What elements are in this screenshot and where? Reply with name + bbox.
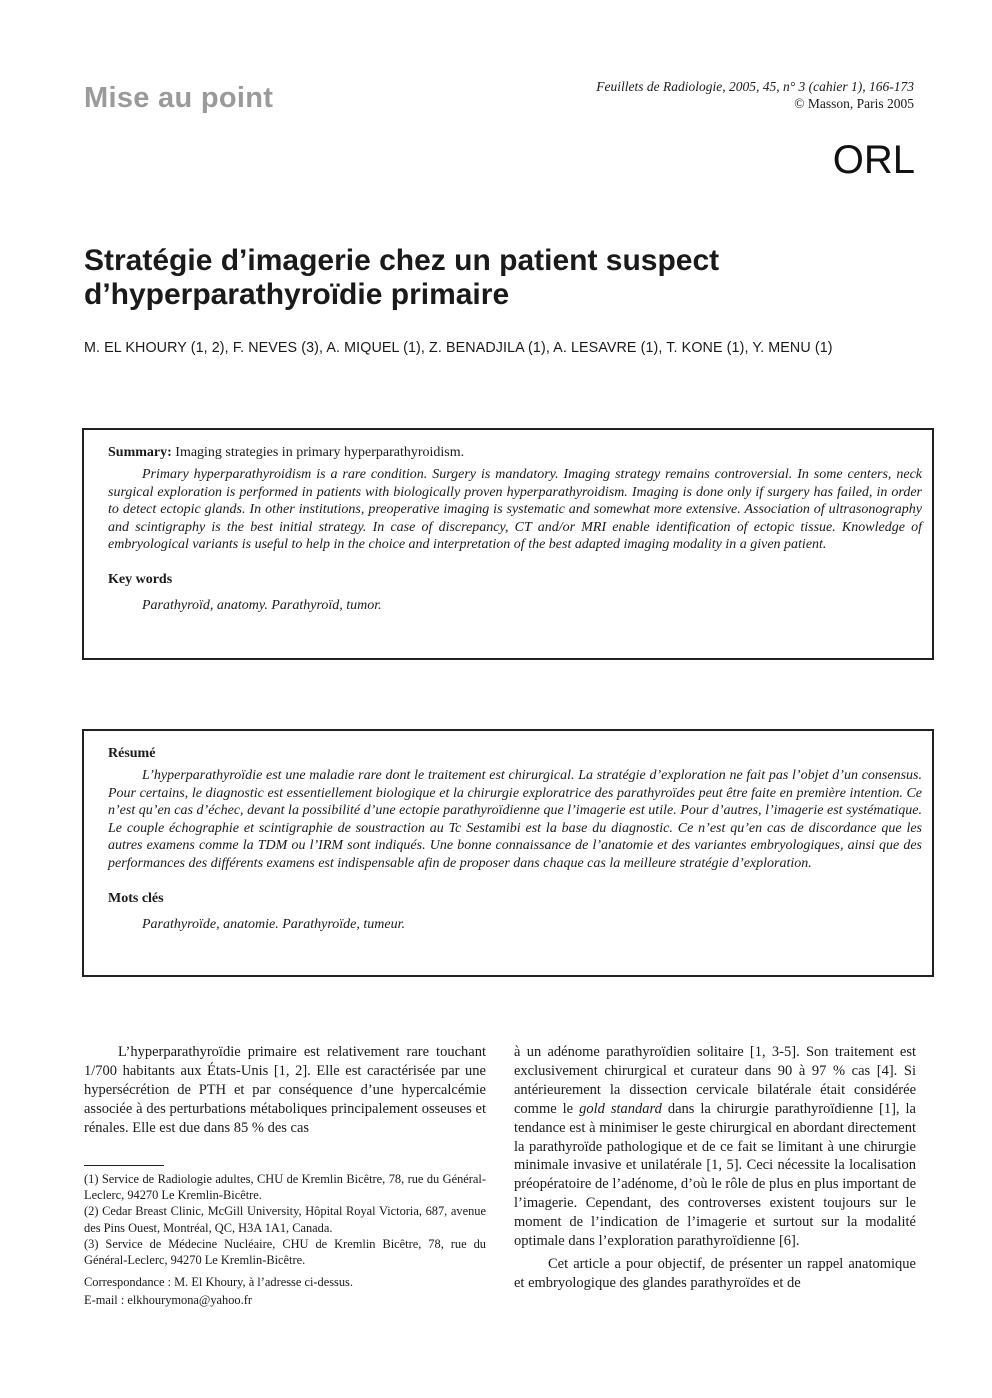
body-text-part: dans la chirurgie parathyroïdienne [1], la tendance est à minimiser le geste chirurgical en abordant directement la parathyroïde pathologique et de ce fait se limitant à une chirurgie minimale invasive et unilatérale [1, 5]. Ceci nécessite la localisation préopératoire de l’adénome, d’où le rôle de plus en plus important de l’imagerie. Cependant, des controverses existent toujours sur le moment de l’indication de l’imagerie et surtout sur la modalité optimale dans l’exploration parathyroïdienne [6]. xyxy=(514,1100,916,1250)
resume-heading xyxy=(108,745,922,763)
correspondence-block xyxy=(84,1273,486,1309)
mots-cles-text: Parathyroïde, anatomie. Parathyroïde, tumeur. xyxy=(142,916,405,932)
body-column-left xyxy=(84,1043,486,1138)
body-column-right xyxy=(514,1043,916,1293)
resume-text: L’hyperparathyroïdie est une maladie rare dont le traitement est chirurgical. La stratégie d’exploration ne fait pas l’objet d’un consensus. Pour certains, le diagnostic est essentiellement biologique et la chirurgie exploratrice des parathyroïdes peut être faite en première intention. Ce n’est qu’en cas d’échec, devant la possibilité d’une ectopie parathyroïdienne que l’imagerie est utile. Pour d’autres, l’imagerie est systématique. Le couple échographie et scintigraphie de soustraction au Tc Sestamibi est la base du diagnostic. Ce n’est qu’en cas de discordance que les autres examens comme la TDM ou l’IRM sont indiqués. Une bonne connaissance de l’anatomie et des variantes embryologiques, ainsi que des performances des différents examens est indispensable afin de proposer dans chaque cas la meilleure stratégie d’exploration. xyxy=(108,768,922,871)
body-paragraph: Cet article a pour objectif, de présenter un rappel anatomique et embryologique des glandes parathyroïdes et de xyxy=(514,1255,916,1291)
summary-subtitle: Imaging strategies in primary hyperparathyroidism. xyxy=(171,445,465,460)
resume-box xyxy=(82,729,934,977)
footnote: (2) Cedar Breast Clinic, McGill University, Hôpital Royal Victoria, 687, avenue des Pins Ouest, Montréal, QC, H3A 1A1, Canada. xyxy=(84,1204,486,1235)
summary-box xyxy=(82,428,934,660)
email-line: E-mail : elkhourymona@yahoo.fr xyxy=(84,1293,252,1307)
footnote-divider xyxy=(84,1165,164,1166)
journal-citation: Feuillets de Radiologie, 2005, 45, n° 3 (cahier 1), 166-173 xyxy=(596,79,914,94)
section-label: Mise au point xyxy=(84,82,274,114)
copyright-line: © Masson, Paris 2005 xyxy=(794,96,914,111)
specialty-heading: ORL xyxy=(832,138,915,182)
footnote: (3) Service de Médecine Nucléaire, CHU de Kremlin Bicêtre, 78, rue du Général-Leclerc, 94270 Le Kremlin-Bicêtre. xyxy=(84,1236,486,1268)
keywords-text: Parathyroïd, anatomy. Parathyroïd, tumor. xyxy=(142,597,382,613)
emphasis-text: gold standard xyxy=(579,1100,662,1117)
summary-text: Primary hyperparathyroidism is a rare condition. Surgery is mandatory. Imaging strategy remains controversial. In some centers, neck surgical exploration is performed in patients with biologically proven hyperparathyroidism. Imaging is done only if surgery has failed, in order to detect ectopic glands. In other institutions, preoperative imaging is systematic and somewhat more extensive. Association of ultrasonography and scintigraphy is the best initial strategy. In case of discrepancy, CT and/or MRI enable identification of ectopic tissue. Knowledge of embryological variants is useful to help in the choice and interpretation of the best adapted imaging modality in a given patient. xyxy=(108,467,922,553)
summary-label: Summary: xyxy=(108,445,172,460)
correspondence-line: Correspondance : M. El Khoury, à l’adresse ci-dessus. xyxy=(84,1275,353,1289)
article-title: Stratégie d’imagerie chez un patient suspect d’hyperparathyroïdie primaire xyxy=(84,244,720,311)
summary-heading xyxy=(108,444,922,462)
resume-label: Résumé xyxy=(108,746,156,761)
body-paragraph xyxy=(514,1043,916,1251)
mots-cles-heading: Mots clés xyxy=(108,890,164,906)
body-text-part: à un adénome parathyroïdien solitaire [1, 3-5]. Son traitement est exclusivement chirurgical et curateur dans 90 à 97 % cas [4]. Si antérieurement la dissection cervicale bilatérale était considérée comme le xyxy=(514,1044,916,1117)
journal-reference xyxy=(596,78,914,112)
keywords-heading: Key words xyxy=(108,571,173,587)
affiliation-footnotes xyxy=(84,1171,486,1268)
footnote: (1) Service de Radiologie adultes, CHU de Kremlin Bicêtre, 78, rue du Général-Leclerc, 94270 Le Kremlin-Bicêtre. xyxy=(84,1172,486,1203)
body-paragraph: L’hyperparathyroïdie primaire est relativement rare touchant 1/700 habitants aux États-Unis [1, 2]. Elle est caractérisée par une hypersécrétion de PTH et par conséquence d’une hypercalcémie associée à des perturbations métaboliques principalement osseuses et rénales. Elle est due dans 85 % des cas xyxy=(84,1044,486,1136)
author-list: M. EL KHOURY (1, 2), F. NEVES (3), A. MIQUEL (1), Z. BENADJILA (1), A. LESAVRE (1), T. KONE (1), Y. MENU (1) xyxy=(84,340,833,356)
